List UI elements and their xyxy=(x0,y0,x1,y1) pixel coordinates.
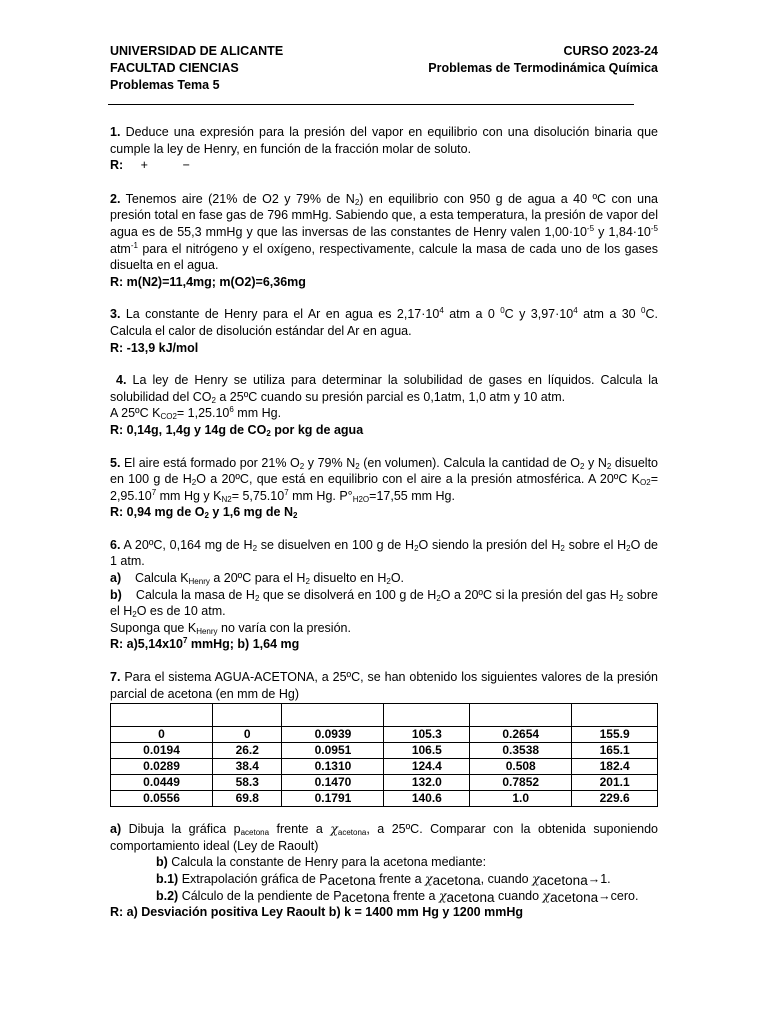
table-cell: 58.3 xyxy=(213,775,282,791)
problem-4-statement: 4. La ley de Henry se utiliza para determinar la solubilidad de gases en líquidos. Calcula la solubilidad del $CO_2$ a 25ºC cuando su presión parcial es 0,1atm, 1,0 atm y 10 atm. xyxy=(110,373,658,405)
table-cell: 165.1 xyxy=(572,743,658,759)
table-cell: 26.2 xyxy=(213,743,282,759)
table-cell: 132.0 xyxy=(384,775,470,791)
problem-7-part-b1: b.1) Extrapolación gráfica de $P_{acetona}$ frente a $\chi_{acetona}$, cuando $\chi_{acetona}\to 1$. xyxy=(156,871,611,888)
table-row xyxy=(111,743,658,759)
table-cell: 0.1310 xyxy=(282,759,384,775)
table-cell: 0 xyxy=(111,727,213,743)
table-cell: 69.8 xyxy=(213,791,282,807)
table-cell: 0.0951 xyxy=(282,743,384,759)
table-cell: 124.4 xyxy=(384,759,470,775)
table-cell: 0.0289 xyxy=(111,759,213,775)
problem-7-answer: R: a) Desviación positiva Ley Raoult b) k = 1400 mm Hg y 1200 mmHg xyxy=(110,905,523,920)
table-cell: 0.0449 xyxy=(111,775,213,791)
problem-7-statement: 7. Para el sistema AGUA-ACETONA, a 25ºC, se han obtenido los siguientes valores de la presión parcial de acetona (en mm de Hg) xyxy=(110,670,658,701)
problem-1 xyxy=(110,124,658,174)
course-year: CURSO 2023-24 xyxy=(563,44,658,58)
table-cell: 0.1791 xyxy=(282,791,384,807)
table-cell: 0.0556 xyxy=(111,791,213,807)
table-cell: 0.7852 xyxy=(470,775,572,791)
table-cell: 0.0939 xyxy=(282,727,384,743)
document-header xyxy=(110,43,658,94)
table-cell: 1.0 xyxy=(470,791,572,807)
table-row xyxy=(111,791,658,807)
subject-title: Problemas de Termodinámica Química xyxy=(428,61,658,75)
acetone-pressure-table xyxy=(110,703,658,807)
problem-2-statement: 2. Tenemos aire (21% de O2 y 79% de $N_2$) en equilibrio con 950 g de agua a 40 ºC con una presión total en fase gas de 796 mmHg. Sabiendo que, a esta temperatura, la presión de vapor del agua es de 55,3 mmHg y que las inversas de las constantes de Henry valen $1,00\cdot 10^{-5}$ y $1,84\cdot 10^{-5}$ atm$^{-1}$ para el nitrógeno y el oxígeno, respectivamente, calcule la masa de cada uno de los gases disuelta en el agua. xyxy=(110,191,658,273)
table-cell: 105.3 xyxy=(384,727,470,743)
table-cell: 140.6 xyxy=(384,791,470,807)
problem-list xyxy=(110,124,658,921)
table-cell: 0.2654 xyxy=(470,727,572,743)
problem-5 xyxy=(110,455,658,521)
problem-3-statement: 3. La constante de Henry para el Ar en agua es $2,17\cdot 10^4$ atm a 0 $^0$C y $3,97\cdot 10^4$ atm a 30 $^0$C. Calcula el calor de disolución estándar del Ar en agua. xyxy=(110,306,658,338)
problem-2 xyxy=(110,191,658,291)
problem-7-part-b2: b.2) Cálculo de la pendiente de $P_{acetona}$ frente a $\chi_{acetona}$ cuando $\chi_{acetona}\to cero$. xyxy=(156,887,639,905)
table-cell xyxy=(384,704,470,727)
problem-5-statement: 5. El aire está formado por 21% $O_2$ y 79% $N_2$ (en volumen). Calcula la cantidad de $O_2$ y $N_2$ disuelto en 100 g de $H_2O$ a 20ºC, que está en equilibrio con el aire a la presión atmosférica. A 20ºC $K_{O2}= 2,95.10^7$ mm Hg y $K_{N2}= 5,75.10^7$ mm Hg. $P^\circ_{H2O}=17,55$ mm Hg. xyxy=(110,455,658,504)
problem-6-part-b: b) Calcula la masa de $H_2$ que se disolverá en 100 g de $H_2O$ a 20ºC si la presión del gas $H_2$ sobre el $H_2O$ es de 10 atm. xyxy=(110,587,658,620)
problem-6-note: Suponga que $K_{Henry}$ no varía con la presión. xyxy=(110,620,351,636)
table-cell: 201.1 xyxy=(572,775,658,791)
table-cell xyxy=(470,704,572,727)
topic-title: Problemas Tema 5 xyxy=(110,78,220,92)
problem-4-constant: A 25ºC $K_{CO2}= 1,25.10^6$ mm Hg. xyxy=(110,405,282,422)
table-cell: 229.6 xyxy=(572,791,658,807)
problem-3-answer: R: -13,9 kJ/mol xyxy=(110,340,199,355)
problem-2-answer: R: m(N2)=11,4mg; m(O2)=6,36mg xyxy=(110,274,306,289)
header-divider xyxy=(108,104,634,105)
table-row xyxy=(111,727,658,743)
table-cell: 0.1470 xyxy=(282,775,384,791)
table-cell: 0.0194 xyxy=(111,743,213,759)
table-cell xyxy=(282,704,384,727)
table-row xyxy=(111,775,658,791)
problem-6-part-a: a) Calcula $K_{Henry}$ a 20ºC para el $H_2$ disuelto en $H_2O$. xyxy=(110,571,405,587)
table-cell: 0.508 xyxy=(470,759,572,775)
table-cell: 38.4 xyxy=(213,759,282,775)
table-cell xyxy=(572,704,658,727)
problem-6 xyxy=(110,537,658,653)
table-cell: 106.5 xyxy=(384,743,470,759)
problem-7 xyxy=(110,669,658,921)
table-cell: 155.9 xyxy=(572,727,658,743)
problem-4 xyxy=(110,372,658,438)
problem-7-part-a: a) Dibuja la gráfica $p_{acetona}$ frente a $\chi_{acetona}$, a 25ºC. Comparar con la obtenida suponiendo comportamiento ideal (Ley de Raoult) xyxy=(110,821,658,853)
faculty-name: FACULTAD CIENCIAS xyxy=(110,61,239,75)
table-row xyxy=(111,759,658,775)
university-name: UNIVERSIDAD DE ALICANTE xyxy=(110,44,284,58)
table-cell xyxy=(111,704,213,727)
table-cell: 0.3538 xyxy=(470,743,572,759)
table-cell: 182.4 xyxy=(572,759,658,775)
problem-1-answer: R: + − xyxy=(110,158,190,173)
problem-5-answer: R: 0,94 mg de $O_2$ y 1,6 mg de $N_2$ xyxy=(110,505,298,521)
problem-3 xyxy=(110,306,658,356)
problem-4-answer: R: 0,14g, 1,4g y 14g de $CO_2$ por kg de agua xyxy=(110,422,364,438)
table-cell xyxy=(213,704,282,727)
problem-1-statement: 1. Deduce una expresión para la presión del vapor en equilibrio con una disolución binaria que cumple la ley de Henry, en función de la fracción molar de soluto. xyxy=(110,125,658,156)
table-cell: 0 xyxy=(213,727,282,743)
problem-6-statement: 6. A 20ºC, 0,164 mg de $H_2$ se disuelven en 100 g de $H_2O$ siendo la presión del $H_2$ sobre el $H_2O$ de 1 atm. xyxy=(110,537,659,569)
problem-7-part-b: b) Calcula la constante de Henry para la acetona mediante: xyxy=(156,855,487,870)
problem-6-answer: R: $a)5,14x10^7$ mmHg; b) 1,64 mg xyxy=(110,636,300,652)
table-header-row xyxy=(111,704,658,727)
